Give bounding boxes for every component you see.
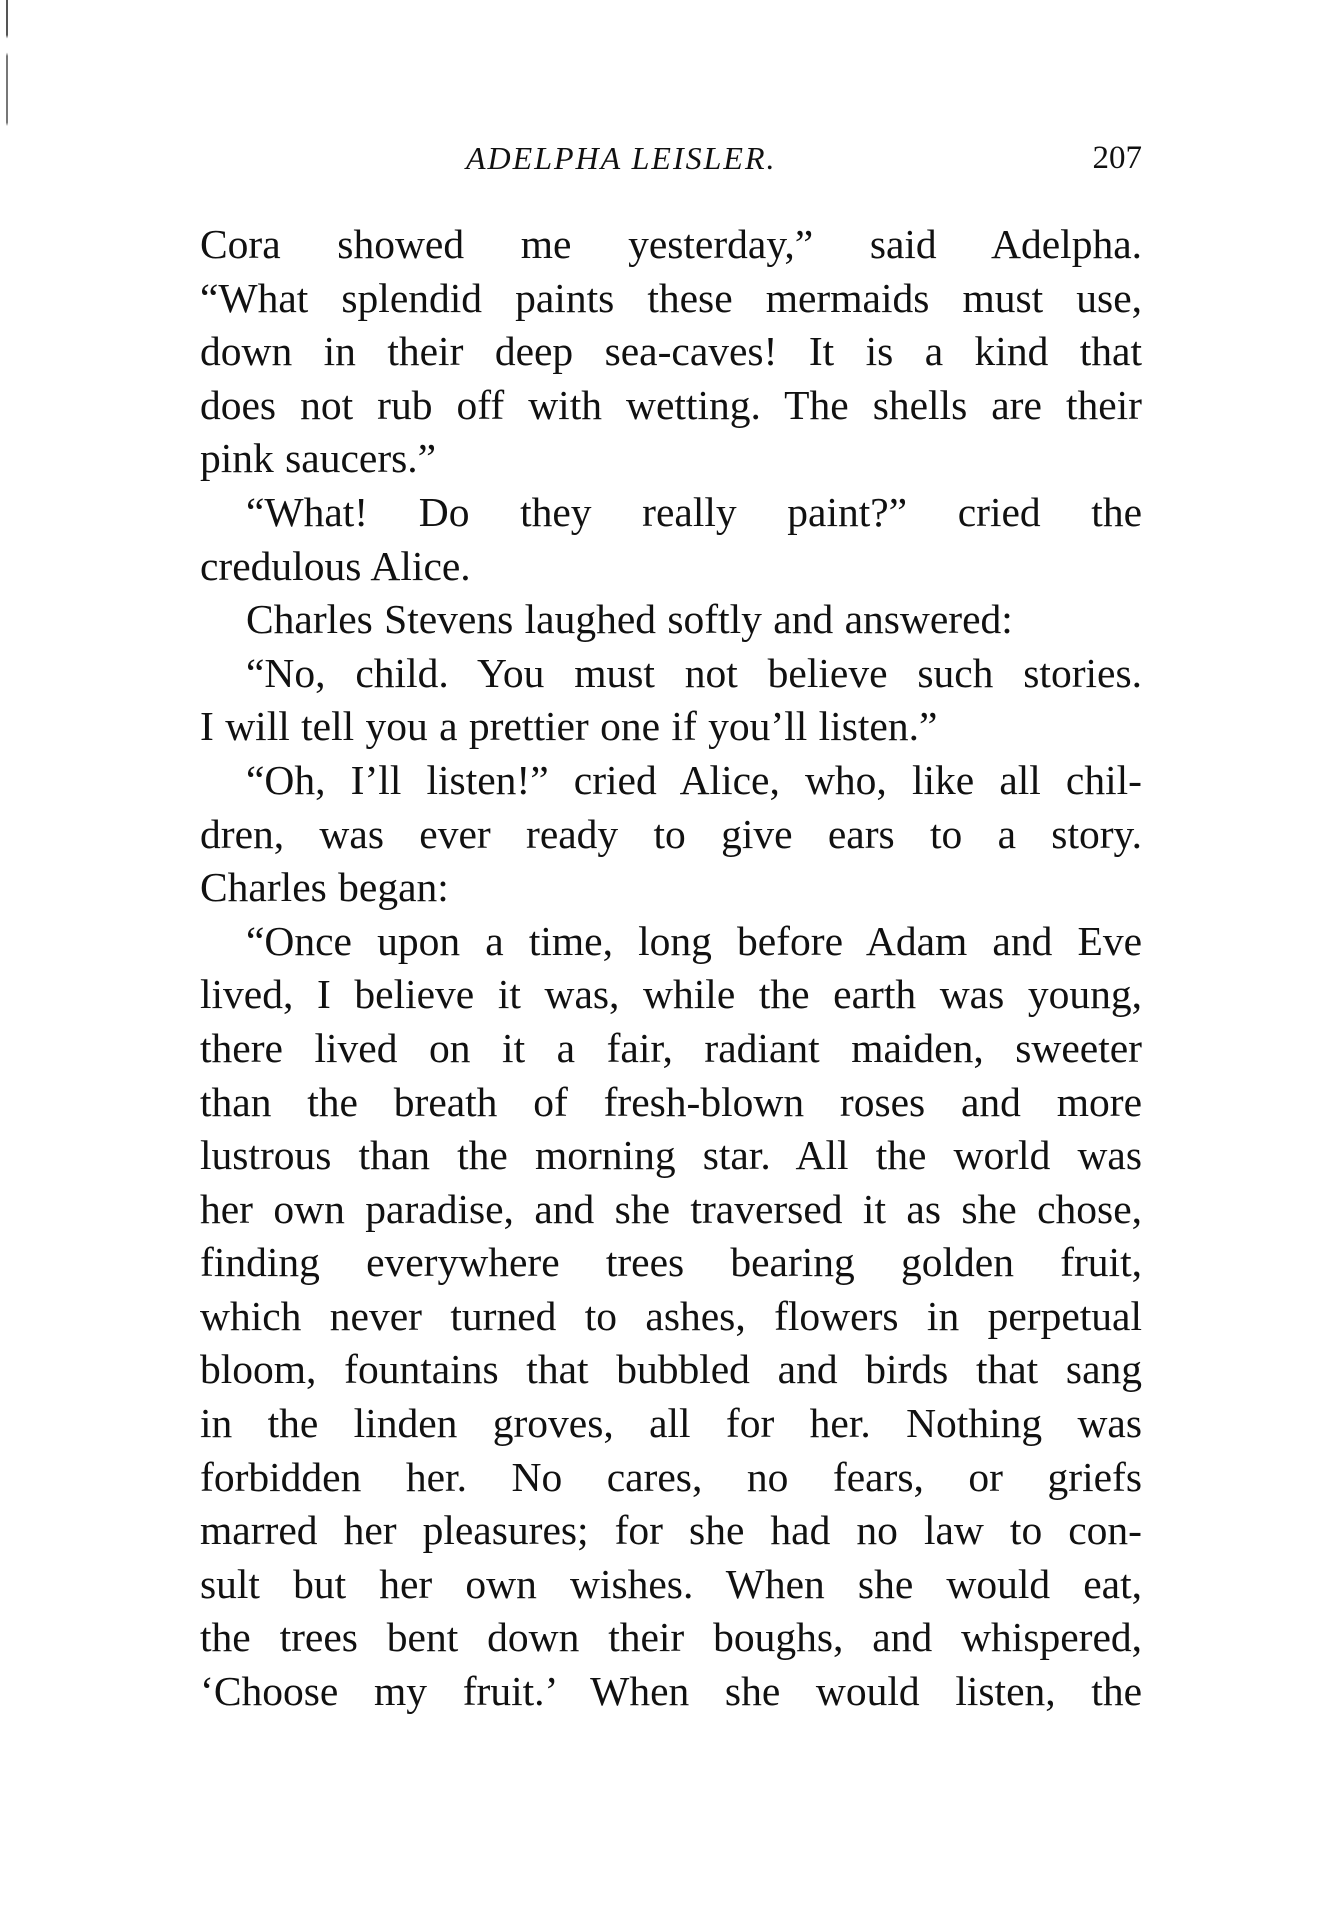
text-line: “Once upon a time, long before Adam and Eve <box>246 917 1142 964</box>
body-text <box>200 218 1142 1719</box>
text-line: “What splendid paints these mermaids must use, <box>200 274 1142 321</box>
text-line: her own paradise, and she traversed it as she chose, <box>200 1185 1142 1232</box>
text-line: “No, child. You must not believe such stories. <box>246 649 1142 696</box>
text-line: in the linden groves, all for her. Nothing was <box>200 1400 1142 1447</box>
text-line: pink saucers.” <box>200 435 437 482</box>
running-head <box>200 140 1142 200</box>
text-line: ‘Choose my fruit.’ When she would listen, the <box>200 1668 1142 1715</box>
binding-edge <box>6 0 8 175</box>
text-line: there lived on it a fair, radiant maiden, sweeter <box>200 1024 1142 1071</box>
text-line: which never turned to ashes, flowers in perpetual <box>200 1292 1142 1339</box>
text-line: does not rub off with wetting. The shells are their <box>200 381 1142 428</box>
text-line: the trees bent down their boughs, and whispered, <box>200 1614 1142 1661</box>
text-line: “Oh, I’ll listen!” cried Alice, who, like all chil- <box>246 756 1142 803</box>
running-title: ADELPHA LEISLER. <box>466 140 777 176</box>
text-line: Charles began: <box>200 864 449 911</box>
text-line: lustrous than the morning star. All the world was <box>200 1132 1142 1179</box>
text-line: finding everywhere trees bearing golden fruit, <box>200 1239 1142 1286</box>
text-line: sult but her own wishes. When she would eat, <box>200 1560 1142 1607</box>
text-line: lived, I believe it was, while the earth was young, <box>200 971 1142 1018</box>
text-line: down in their deep sea-caves! It is a kind that <box>200 328 1142 375</box>
page-number: 207 <box>1092 140 1142 176</box>
text-line: than the breath of fresh-blown roses and more <box>200 1078 1142 1125</box>
text-line: forbidden her. No cares, no fears, or griefs <box>200 1453 1142 1500</box>
text-line: dren, was ever ready to give ears to a story. <box>200 810 1142 857</box>
text-line: I will tell you a prettier one if you’ll listen.” <box>200 703 938 750</box>
text-line: Cora showed me yesterday,” said Adelpha. <box>200 221 1142 267</box>
text-line: Charles Stevens laughed softly and answered: <box>246 596 1013 643</box>
text-line: marred her pleasures; for she had no law to con- <box>200 1507 1142 1554</box>
text-line: bloom, fountains that bubbled and birds that sang <box>200 1346 1142 1393</box>
text-line: “What! Do they really paint?” cried the <box>246 488 1142 535</box>
text-line: credulous Alice. <box>200 542 471 589</box>
